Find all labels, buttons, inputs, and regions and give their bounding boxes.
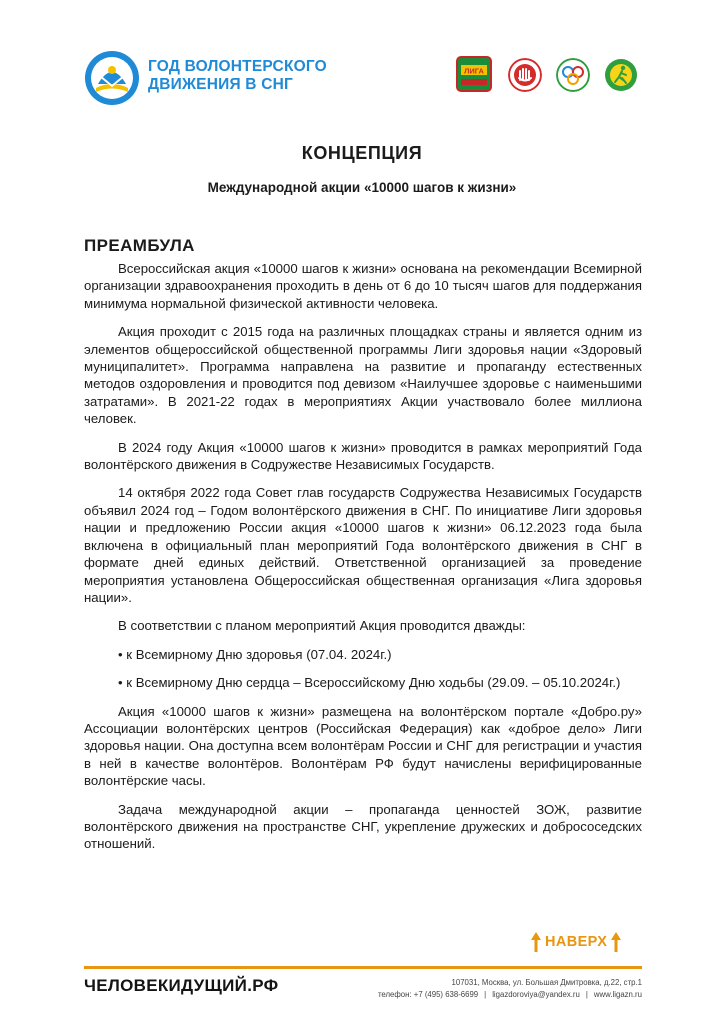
arrow-up-icon xyxy=(610,931,622,953)
cis-emblem-logo xyxy=(84,50,140,106)
arrow-up-icon xyxy=(530,931,542,953)
paragraph: Задача международной акции – пропаганда ценностей ЗОЖ, развитие волонтёрского движения на пространстве СНГ, укрепление дружеских и добрососедских отношений. xyxy=(84,801,642,852)
preamble-section xyxy=(84,236,642,864)
liga-badge-text: ЛИГА xyxy=(464,66,484,76)
paragraph: Акция «10000 шагов к жизни» размещена на волонтёрском портале «Добро.ру» Ассоциации волонтёрских центров (Российская Федерация) как «доброе дело» Лиги здоровья нации. Она доступна всем волонтёрам России и СНГ для регистрации и участия в ней в качестве волонтёров. Волонтёрам РФ будут начислены верифицированные волонтёрские часы. xyxy=(84,703,642,789)
bullet-item: • к Всемирному Дню здоровья (07.04. 2024г.) xyxy=(118,646,392,662)
document-subtitle: Международной акции «10000 шагов к жизни» xyxy=(207,180,517,195)
paragraph: В соответствии с планом мероприятий Акция проводится дважды: xyxy=(118,618,526,634)
paragraph: 14 октября 2022 года Совет глав государств Содружества Независимых Государств объявил 2024 год – Годом волонтёрского движения в СНГ. По инициативе Лиги здоровья нации и предложению России акция «10000 шагов к жизни» 06.12.2023 года была включена в официальный план мероприятий Года волонтёрского движения в СНГ в формате дней единых действий. Ответственной организацией за проведение мероприятия установлена Общероссийская общественная организация «Лига здоровья нации». xyxy=(84,485,642,605)
footer-phone: телефон: +7 (495) 638-6699 xyxy=(377,990,479,999)
back-to-top-link[interactable] xyxy=(530,928,622,956)
footer-web-link[interactable]: www.ligazn.ru xyxy=(593,990,642,999)
header-title-line2: ДВИЖЕНИЯ В СНГ xyxy=(148,76,293,93)
footer-contacts: телефон: +7 (495) 638-6699 | ligazdoroviya@yandex.ru | www.ligazn.ru xyxy=(377,990,642,999)
section-heading: ПРЕАМБУЛА xyxy=(84,236,195,255)
paragraph: Акция проходит с 2015 года на различных площадках страны и является одним из элементов общероссийской общественной программы Лиги здоровья нации «Здоровый муниципалитет». Программа направлена на развитие и пропаганду естественных методов оздоровления и проводится под девизом «Наилучшее здоровье с наименьшими затратами». В 2021-22 годах в мероприятиях Акции участвовало более миллиона человек. xyxy=(84,324,642,427)
paragraph: В 2024 году Акция «10000 шагов к жизни» проводится в рамках мероприятий Года волонтёрского движения в Содружестве Независимых Государств. xyxy=(84,439,642,473)
paragraph: Всероссийская акция «10000 шагов к жизни» основана на рекомендации Всемирной организации здравоохранения проходить в день от 6 до 10 тысяч шагов для поддержания минимума нормальной физической активности человека. xyxy=(84,261,642,311)
header-title xyxy=(148,58,327,94)
document-title: КОНЦЕПЦИЯ xyxy=(301,143,423,163)
page-header xyxy=(84,50,644,106)
back-to-top-label: НАВЕРХ xyxy=(545,934,608,950)
rings-partner-logo xyxy=(556,58,590,92)
bullet-item: • к Всемирному Дню сердца – Всероссийскому Дню ходьбы (29.09. – 05.10.2024г.) xyxy=(118,675,621,691)
footer-email-link[interactable]: ligazdoroviya@yandex.ru xyxy=(492,990,580,999)
footer-site-link[interactable]: ЧЕЛОВЕКИДУЩИЙ.РФ xyxy=(84,976,279,995)
liga-partner-logo xyxy=(456,56,492,92)
hand-partner-logo xyxy=(508,58,542,92)
footer-address: 107031, Москва, ул. Большая Дмитровка, д.22, стр.1 xyxy=(451,978,642,987)
header-title-line1: ГОД ВОЛОНТЕРСКОГО xyxy=(148,58,327,75)
footer-divider xyxy=(84,966,642,969)
runner-partner-logo xyxy=(604,58,638,92)
